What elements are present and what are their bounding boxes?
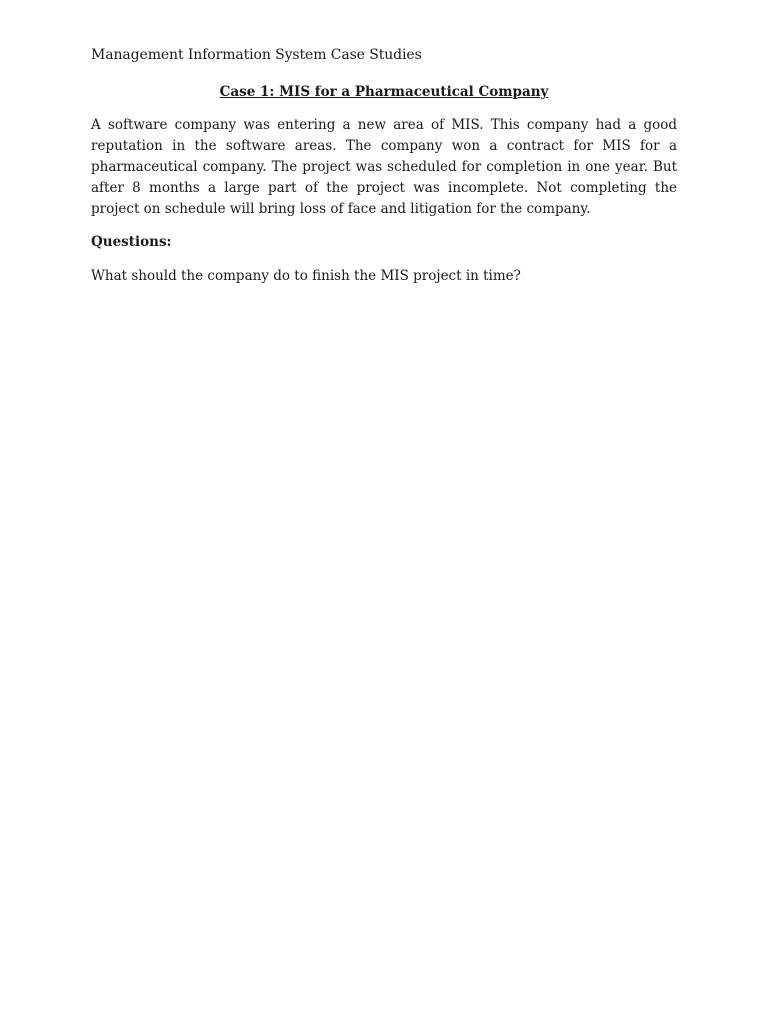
question-text: What should the company do to finish the MIS project in time? [91,268,521,284]
case-description-paragraph: A software company was entering a new area of MIS. This company had a good reputation in the software areas. The company won a contract for MIS for a pharmaceutical company. The project was scheduled for completion in one year. But after 8 months a large part of the project was incomplete. Not completing the project on schedule will bring loss of face and litigation for the company. [91,117,677,217]
document-page [91,44,677,287]
questions-heading: Questions: [91,234,172,250]
case-title: Case 1: MIS for a Pharmaceutical Company [219,84,549,100]
running-header: Management Information System Case Studies [91,47,422,63]
